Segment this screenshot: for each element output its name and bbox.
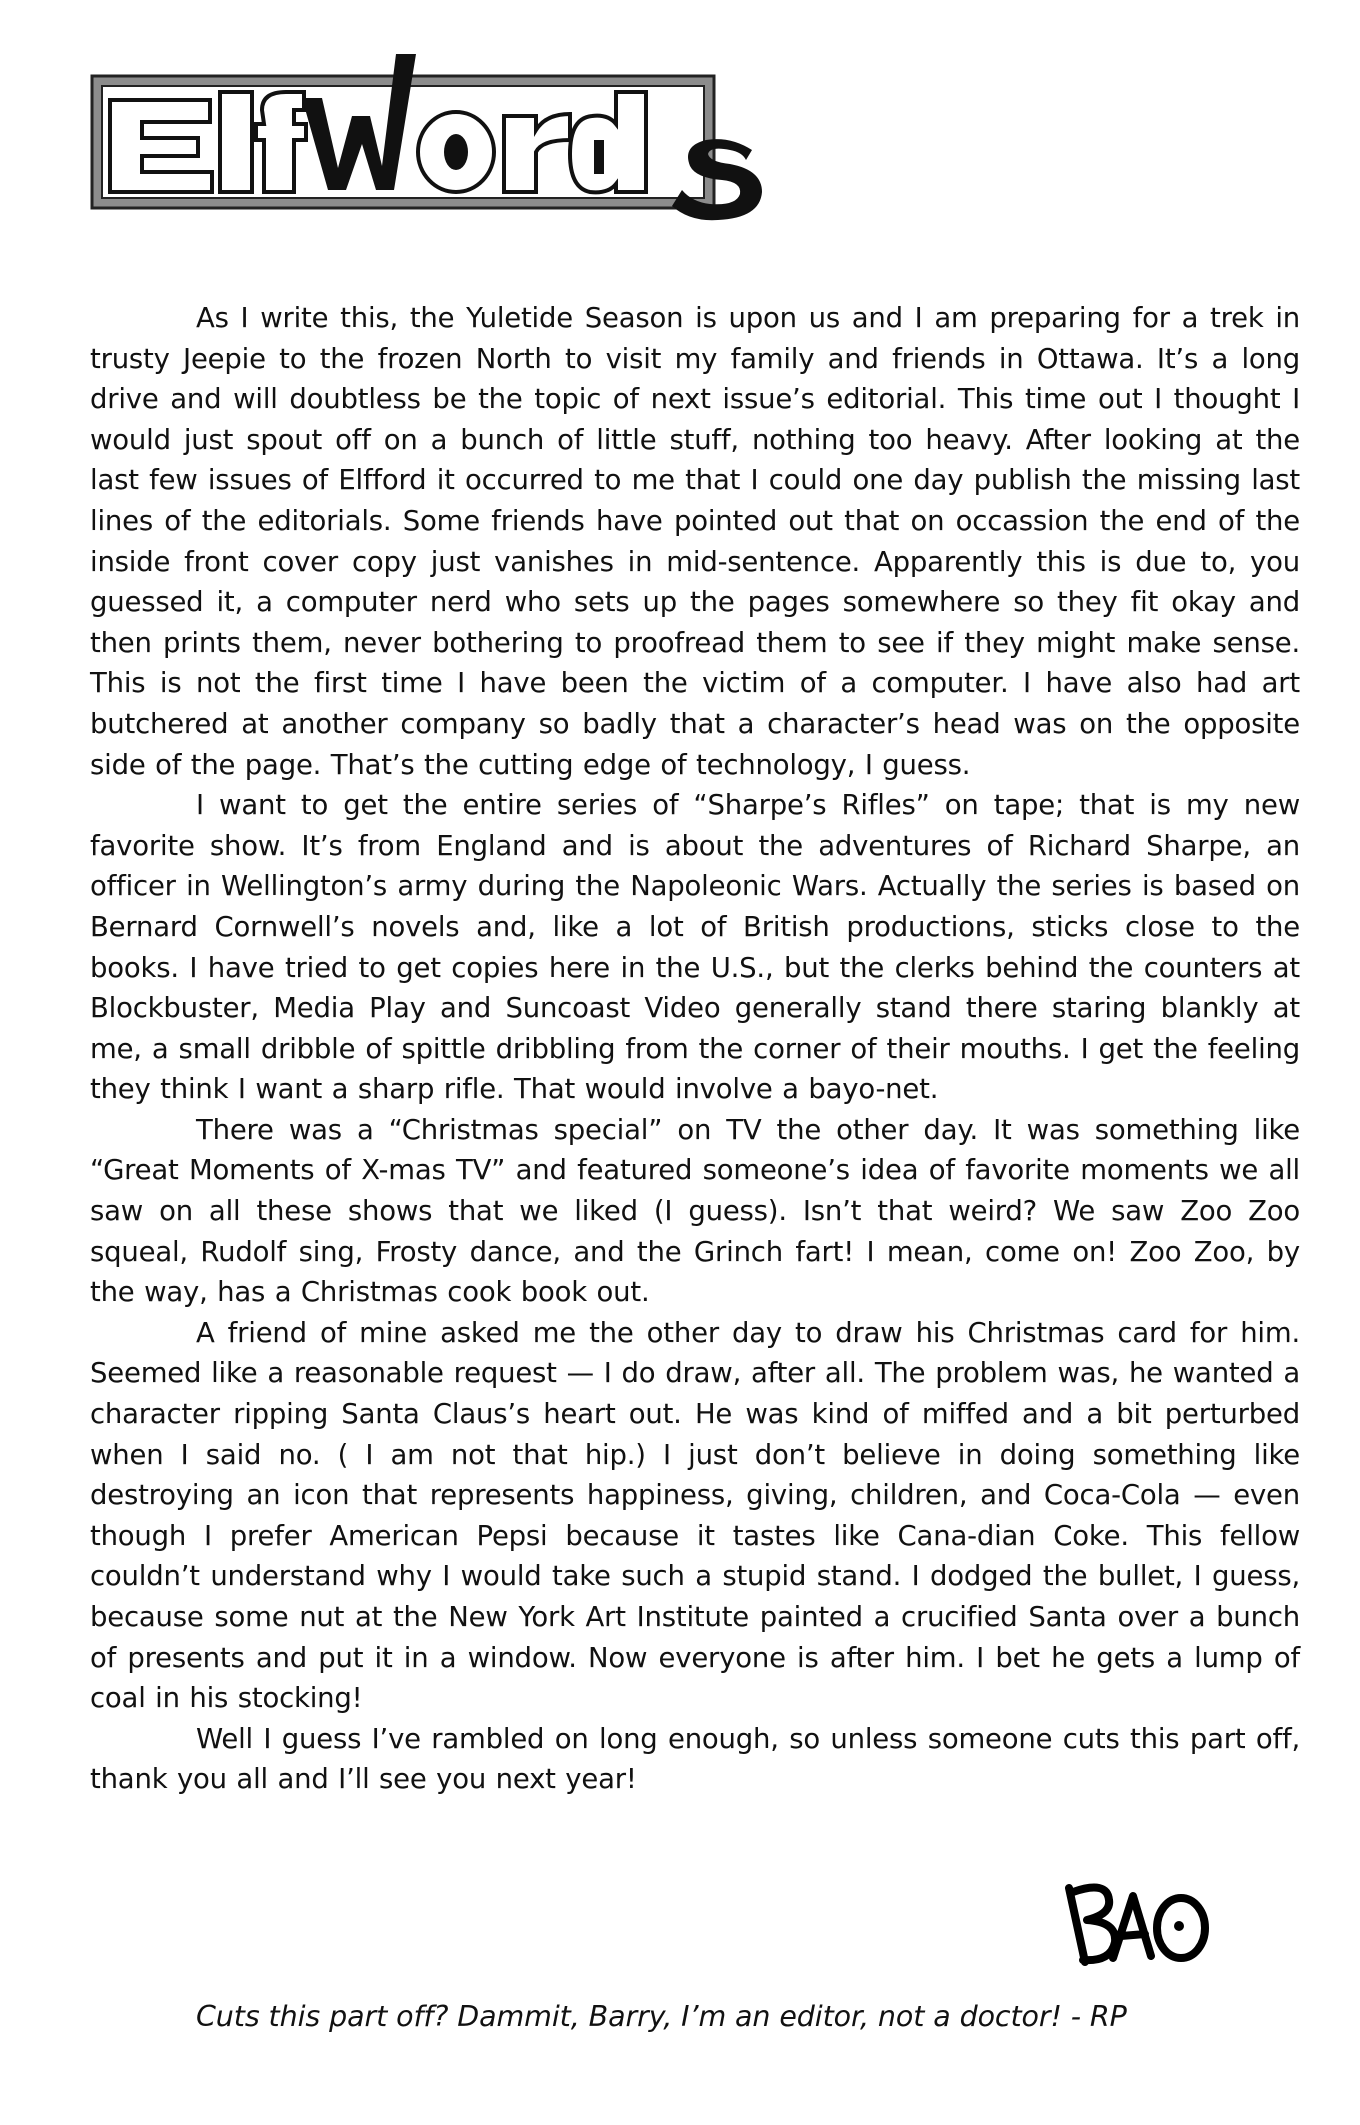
masthead-logo <box>90 40 850 230</box>
editor-note: Cuts this part off? Dammit, Barry, I’m an editor, not a doctor! - RP <box>196 2000 1127 2033</box>
signature-art <box>1055 1870 1215 1980</box>
editorial-paragraph: Well I guess I’ve rambled on long enough, so unless someone cuts this part off, thank you all and I’ll see you next year! <box>90 1722 1300 1796</box>
author-signature <box>1055 1870 1215 1980</box>
editorial-paragraph: I want to get the entire series of “Sharpe’s Rifles” on tape; that is my new favorite show. It’s from England and is about the adventures of Richard Sharpe, an officer in Wellington’s army during the Napoleonic Wars. Actually the series is based on Bernard Cornwell’s novels and, like a lot of British productions, sticks close to the books. I have tried to get copies here in the U.S., but the clerks behind the counters at Blockbuster, Media Play and Suncoast Video generally stand there staring blankly at me, a small dribble of spittle dribbling from the corner of their mouths. I get the feeling they think I want a sharp rifle. That would involve a bayo-net. <box>90 789 1300 1106</box>
editorial-body <box>90 298 1300 1800</box>
editorial-paragraph: A friend of mine asked me the other day to draw his Christmas card for him. Seemed like a reasonable request — I do draw, after all. The problem was, he wanted a character ripping Santa Claus’s heart out. He was kind of miffed and a bit perturbed when I said no. ( I am not that hip.) I just don’t believe in doing something like destroying an icon that represents happiness, giving, children, and Coca-Cola — even though I prefer American Pepsi because it tastes like Cana-dian Coke. This fellow couldn’t understand why I would take such a stupid stand. I dodged the bullet, I guess, because some nut at the New York Art Institute painted a crucified Santa over a bunch of presents and put it in a window. Now everyone is after him. I bet he gets a lump of coal in his stocking! <box>90 1316 1300 1715</box>
editorial-paragraph: As I write this, the Yuletide Season is upon us and I am preparing for a trek in trusty Jeepie to the frozen North to visit my family and friends in Ottawa. It’s a long drive and will doubtless be the topic of next issue’s editorial. This time out I thought I would just spout off on a bunch of little stuff, nothing too heavy. After looking at the last few issues of Elfford it occurred to me that I could one day publish the missing last lines of the editorials. Some friends have pointed out that on occassion the end of the inside front cover copy just vanishes in mid-sentence. Apparently this is due to, you guessed it, a computer nerd who sets up the pages somewhere so they fit okay and then prints them, never bothering to proofread them to see if they might make sense. This is not the first time I have been the victim of a computer. I have also had art butchered at another company so badly that a character’s head was on the opposite side of the page. That’s the cutting edge of technology, I guess. <box>90 302 1300 781</box>
elfwords-logo-art <box>90 40 850 230</box>
editorial-paragraph: There was a “Christmas special” on TV the other day. It was something like “Great Moments of X-mas TV” and featured someone’s idea of favorite moments we all saw on all these shows that we liked (I guess). Isn’t that weird? We saw Zoo Zoo squeal, Rudolf sing, Frosty dance, and the Grinch fart! I mean, come on! Zoo Zoo, by the way, has a Christmas cook book out. <box>90 1113 1300 1309</box>
